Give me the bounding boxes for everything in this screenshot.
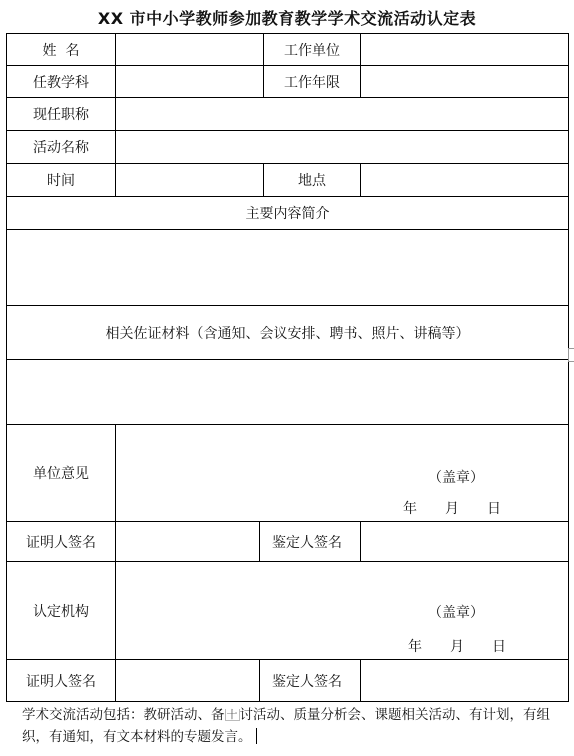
row-materials-body xyxy=(7,360,569,425)
cert-date-day: 日 xyxy=(492,639,506,655)
row-cert-org xyxy=(7,562,569,660)
time-value[interactable] xyxy=(116,164,264,197)
work-unit-value[interactable] xyxy=(361,34,569,66)
row-content-body xyxy=(7,230,569,306)
footnote xyxy=(22,704,562,748)
recognition-form-table xyxy=(6,33,569,702)
cert-date-month: 月 xyxy=(450,639,464,655)
current-title-value[interactable] xyxy=(116,98,569,131)
row-title xyxy=(7,98,569,131)
unit-date-month: 月 xyxy=(445,501,459,517)
row-activity xyxy=(7,131,569,164)
work-years-label: 工作年限 xyxy=(264,66,361,98)
cert-org-value[interactable] xyxy=(116,562,569,660)
unit-date-year: 年 xyxy=(403,501,417,517)
row-name xyxy=(7,34,569,66)
form-title: XX 市中小学教师参加教育教学学术交流活动认定表 xyxy=(97,9,477,28)
row-time-place xyxy=(7,164,569,197)
cert-stamp-label: （盖章） xyxy=(428,605,484,621)
materials-value[interactable] xyxy=(7,360,569,425)
materials-label: 相关佐证材料（含通知、会议安排、聘书、照片、讲稿等） xyxy=(7,306,569,360)
content-summary-label: 主要内容简介 xyxy=(7,197,569,230)
row-content-header xyxy=(7,197,569,230)
content-summary-value[interactable] xyxy=(7,230,569,306)
appraiser-sign-value-1[interactable] xyxy=(361,522,569,562)
current-title-label: 现任职称 xyxy=(7,98,116,131)
appraiser-sign-value-2[interactable] xyxy=(361,660,569,702)
row-sign-2 xyxy=(7,660,569,702)
certifier-sign-value-1[interactable] xyxy=(116,522,260,562)
appraiser-sign-label-2: 鉴定人签名 xyxy=(260,660,361,702)
place-label: 地点 xyxy=(264,164,361,197)
subject-label: 任教学科 xyxy=(7,66,116,98)
activity-name-label: 活动名称 xyxy=(7,131,116,164)
subject-value[interactable] xyxy=(116,66,264,98)
work-years-value[interactable] xyxy=(361,66,569,98)
row-sign-1 xyxy=(7,522,569,562)
footnote-part-2: 讨活动、质量分析会、课题相关活动、有计划，有组织，有通知，有文本材料的专题发言。 xyxy=(22,707,550,745)
row-unit-opinion xyxy=(7,425,569,522)
inline-mark: 十 xyxy=(226,708,238,721)
cert-date-year: 年 xyxy=(408,639,422,655)
unit-date-day: 日 xyxy=(487,501,501,517)
unit-stamp-label: （盖章） xyxy=(428,470,484,486)
certifier-sign-value-2[interactable] xyxy=(116,660,260,702)
cert-org-label: 认定机构 xyxy=(7,562,116,660)
appraiser-sign-label-1: 鉴定人签名 xyxy=(260,522,361,562)
activity-name-value[interactable] xyxy=(116,131,569,164)
work-unit-label: 工作单位 xyxy=(264,34,361,66)
place-value[interactable] xyxy=(361,164,569,197)
margin-marker xyxy=(568,348,574,362)
row-subject xyxy=(7,66,569,98)
row-materials-header xyxy=(7,306,569,360)
unit-opinion-value[interactable] xyxy=(116,425,569,522)
name-label: 姓 名 xyxy=(7,34,116,66)
footnote-part-1: 学术交流活动包括：教研活动、备 xyxy=(22,707,225,723)
certifier-sign-label-2: 证明人签名 xyxy=(7,660,116,702)
certifier-sign-label-1: 证明人签名 xyxy=(7,522,116,562)
unit-opinion-label: 单位意见 xyxy=(7,425,116,522)
time-label: 时间 xyxy=(7,164,116,197)
name-value[interactable] xyxy=(116,34,264,66)
text-cursor xyxy=(256,728,257,744)
